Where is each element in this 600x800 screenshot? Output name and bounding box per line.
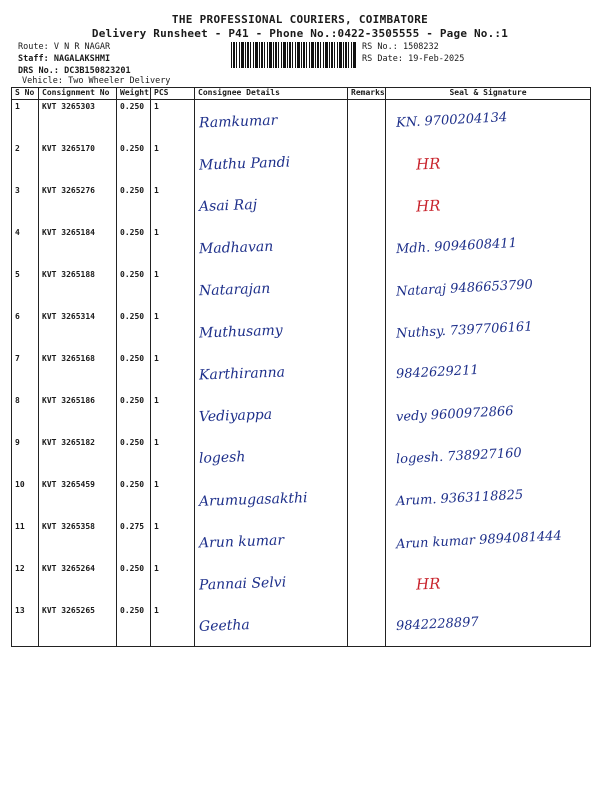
- cell-consignment-no: KVT 3265186: [39, 394, 117, 436]
- cell-consignee: [195, 268, 348, 310]
- drs-label: DRS No.:: [18, 66, 59, 76]
- drs-value: DC3B150823201: [64, 66, 131, 76]
- cell-signature: [386, 436, 591, 478]
- cell-consignment-no: KVT 3265264: [39, 562, 117, 604]
- cell-remarks: [348, 562, 386, 604]
- cell-consignee: [195, 562, 348, 604]
- signature-handwriting: logesh. 738927160: [395, 445, 523, 468]
- consignee-handwriting: Geetha: [198, 617, 251, 635]
- table-row: [12, 226, 591, 268]
- cell-consignee: [195, 436, 348, 478]
- rs-date-line: [362, 54, 464, 64]
- cell-consignment-no: KVT 3265303: [39, 100, 117, 143]
- cell-consignee: [195, 352, 348, 394]
- cell-weight: 0.250: [117, 226, 151, 268]
- signature-handwriting: vedy 9600972866: [395, 403, 514, 426]
- consignee-handwriting: Vediyappa: [198, 406, 273, 426]
- cell-consignment-no: KVT 3265184: [39, 226, 117, 268]
- header-consignee: Consignee Details: [195, 88, 348, 100]
- cell-remarks: [348, 478, 386, 520]
- cell-consignee: [195, 226, 348, 268]
- cell-signature: [386, 184, 591, 226]
- cell-consignment-no: KVT 3265265: [39, 604, 117, 647]
- vehicle-line: [22, 76, 170, 86]
- cell-sno: 12: [12, 562, 39, 604]
- cell-sno: 4: [12, 226, 39, 268]
- header-consignment: Consignment No: [39, 88, 117, 100]
- cell-signature: [386, 394, 591, 436]
- table-row: [12, 268, 591, 310]
- header-signature: Seal & Signature: [386, 88, 591, 100]
- cell-consignee: [195, 394, 348, 436]
- table-row: [12, 604, 591, 647]
- signature-handwriting: Nuthsy. 7397706161: [395, 319, 533, 342]
- cell-consignee: [195, 604, 348, 647]
- signature-handwriting: 9842228897: [395, 614, 480, 635]
- cell-sno: 3: [12, 184, 39, 226]
- consignee-handwriting: Asai Raj: [198, 196, 258, 216]
- rs-date-value: 19-Feb-2025: [408, 54, 465, 64]
- cell-signature: [386, 352, 591, 394]
- cell-weight: 0.250: [117, 310, 151, 352]
- header-pcs: PCS: [151, 88, 195, 100]
- vehicle-label: Vehicle:: [22, 76, 63, 86]
- cell-remarks: [348, 352, 386, 394]
- cell-consignee: [195, 478, 348, 520]
- cell-pcs: 1: [151, 226, 195, 268]
- table-row: [12, 436, 591, 478]
- cell-consignment-no: KVT 3265358: [39, 520, 117, 562]
- consignee-handwriting: Ramkumar: [198, 112, 278, 132]
- cell-pcs: 1: [151, 520, 195, 562]
- table-row: [12, 562, 591, 604]
- cell-consignment-no: KVT 3265459: [39, 478, 117, 520]
- cell-remarks: [348, 520, 386, 562]
- cell-remarks: [348, 184, 386, 226]
- cell-sno: 5: [12, 268, 39, 310]
- rs-no-line: [362, 42, 439, 52]
- cell-weight: 0.275: [117, 520, 151, 562]
- cell-consignee: [195, 310, 348, 352]
- cell-consignment-no: KVT 3265276: [39, 184, 117, 226]
- cell-pcs: 1: [151, 100, 195, 143]
- cell-pcs: 1: [151, 352, 195, 394]
- consignee-handwriting: Natarajan: [198, 280, 271, 300]
- header-sno: S No: [12, 88, 39, 100]
- cell-sno: 6: [12, 310, 39, 352]
- header-remarks: Remarks: [348, 88, 386, 100]
- cell-sno: 10: [12, 478, 39, 520]
- route-label: Route:: [18, 42, 49, 52]
- cell-signature: [386, 562, 591, 604]
- cell-consignment-no: KVT 3265182: [39, 436, 117, 478]
- cell-remarks: [348, 100, 386, 143]
- cell-pcs: 1: [151, 268, 195, 310]
- consignee-handwriting: logesh: [198, 449, 246, 467]
- consignee-handwriting: Karthiranna: [198, 364, 286, 384]
- cell-weight: 0.250: [117, 268, 151, 310]
- cell-remarks: [348, 310, 386, 352]
- cell-signature: [386, 478, 591, 520]
- cell-pcs: 1: [151, 310, 195, 352]
- cell-weight: 0.250: [117, 184, 151, 226]
- cell-signature: [386, 226, 591, 268]
- cell-weight: 0.250: [117, 142, 151, 184]
- cell-consignment-no: KVT 3265314: [39, 310, 117, 352]
- runsheet-table: [11, 87, 591, 647]
- cell-weight: 0.250: [117, 478, 151, 520]
- consignee-handwriting: Pannai Selvi: [198, 574, 287, 594]
- cell-pcs: 1: [151, 562, 195, 604]
- table-row: [12, 394, 591, 436]
- cell-remarks: [348, 604, 386, 647]
- company-title: THE PROFESSIONAL COURIERS, COIMBATORE: [171, 13, 429, 26]
- cell-consignment-no: KVT 3265188: [39, 268, 117, 310]
- cell-signature: [386, 100, 591, 143]
- route-value: V N R NAGAR: [53, 42, 111, 52]
- cell-sno: 13: [12, 604, 39, 647]
- cell-signature: [386, 142, 591, 184]
- consignee-handwriting: Arun kumar: [198, 532, 285, 552]
- cell-consignment-no: KVT 3265168: [39, 352, 117, 394]
- signature-handwriting: 9842629211: [395, 362, 480, 383]
- barcode: [231, 42, 356, 68]
- drs-line: [18, 66, 131, 76]
- signature-handwriting: Arum. 9363118825: [395, 487, 524, 510]
- cell-sno: 9: [12, 436, 39, 478]
- cell-consignee: [195, 142, 348, 184]
- signature-handwriting: HR: [415, 574, 441, 594]
- cell-weight: 0.250: [117, 604, 151, 647]
- cell-signature: [386, 268, 591, 310]
- cell-pcs: 1: [151, 436, 195, 478]
- cell-weight: 0.250: [117, 436, 151, 478]
- signature-handwriting: Arun kumar 9894081444: [395, 528, 563, 553]
- cell-pcs: 1: [151, 184, 195, 226]
- signature-handwriting: KN. 9700204134: [395, 110, 508, 131]
- rs-date-label: RS Date:: [362, 54, 403, 64]
- cell-signature: [386, 310, 591, 352]
- staff-value: NAGALAKSHMI: [53, 54, 111, 64]
- cell-remarks: [348, 394, 386, 436]
- signature-handwriting: Mdh. 9094608411: [395, 235, 518, 258]
- cell-remarks: [348, 142, 386, 184]
- staff-label: Staff:: [18, 54, 49, 64]
- table-row: [12, 142, 591, 184]
- cell-signature: [386, 604, 591, 647]
- table-row: [12, 478, 591, 520]
- cell-pcs: 1: [151, 604, 195, 647]
- signature-handwriting: HR: [415, 196, 441, 216]
- route-line: [18, 42, 110, 52]
- cell-consignee: [195, 520, 348, 562]
- cell-remarks: [348, 436, 386, 478]
- rs-no-label: RS No.:: [362, 42, 398, 52]
- cell-sno: 7: [12, 352, 39, 394]
- cell-consignment-no: KVT 3265170: [39, 142, 117, 184]
- table-row: [12, 100, 591, 143]
- header-weight: Weight: [117, 88, 151, 100]
- cell-sno: 11: [12, 520, 39, 562]
- rs-no-value: 1508232: [402, 42, 439, 52]
- consignee-handwriting: Madhavan: [198, 238, 274, 258]
- cell-pcs: 1: [151, 142, 195, 184]
- cell-sno: 2: [12, 142, 39, 184]
- staff-line: [18, 54, 110, 64]
- cell-pcs: 1: [151, 394, 195, 436]
- table-header-row: [12, 88, 591, 100]
- consignee-handwriting: Arumugasakthi: [198, 490, 308, 510]
- cell-sno: 1: [12, 100, 39, 143]
- table-row: [12, 310, 591, 352]
- cell-weight: 0.250: [117, 394, 151, 436]
- table-row: [12, 352, 591, 394]
- cell-pcs: 1: [151, 478, 195, 520]
- consignee-handwriting: Muthusamy: [198, 322, 283, 342]
- signature-handwriting: Nataraj 9486653790: [395, 277, 534, 300]
- consignee-handwriting: Muthu Pandi: [198, 154, 291, 174]
- cell-remarks: [348, 268, 386, 310]
- cell-consignee: [195, 184, 348, 226]
- table-row: [12, 184, 591, 226]
- table-row: [12, 520, 591, 562]
- signature-handwriting: HR: [415, 154, 441, 174]
- cell-sno: 8: [12, 394, 39, 436]
- runsheet-subtitle: Delivery Runsheet - P41 - Phone No.:0422-3505555 - Page No.:1: [91, 27, 509, 40]
- cell-weight: 0.250: [117, 352, 151, 394]
- cell-weight: 0.250: [117, 562, 151, 604]
- vehicle-value: Two Wheeler Delivery: [68, 76, 171, 86]
- cell-signature: [386, 520, 591, 562]
- cell-remarks: [348, 226, 386, 268]
- cell-consignee: [195, 100, 348, 143]
- cell-weight: 0.250: [117, 100, 151, 143]
